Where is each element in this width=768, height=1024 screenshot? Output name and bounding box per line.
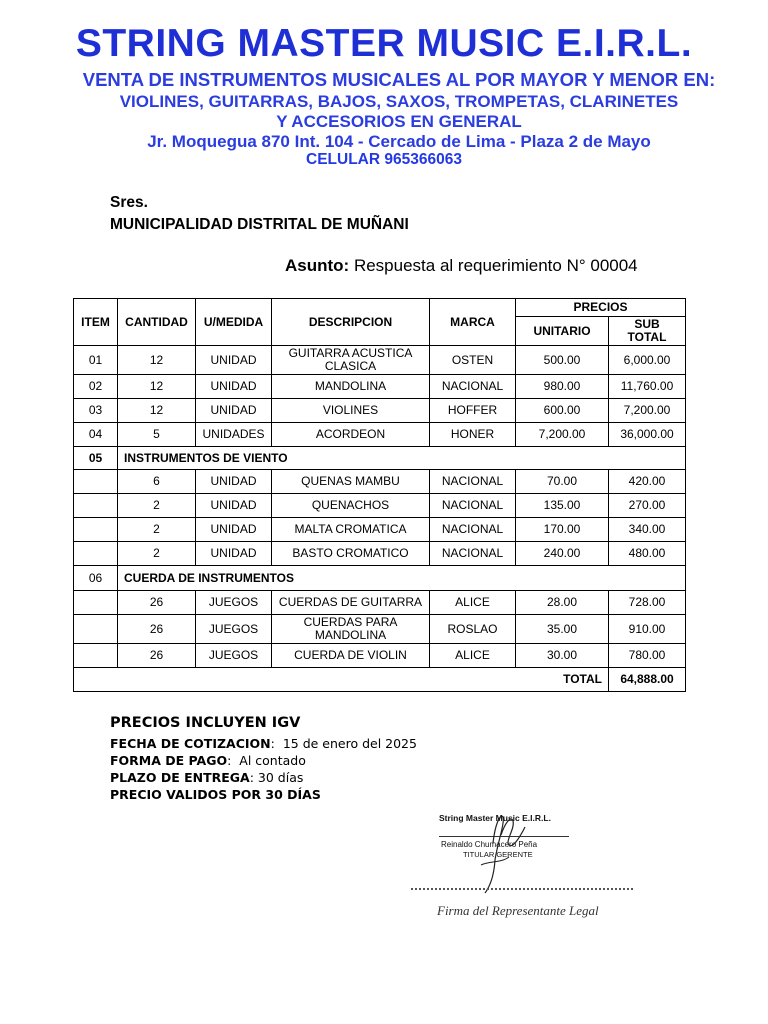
table-row: 26 JUEGOS CUERDA DE VIOLIN ALICE 30.00 780.00 — [74, 644, 686, 668]
signature-line — [411, 888, 633, 890]
stamp-person: Reinaldo Chumacero Peña — [441, 840, 538, 849]
payment-method: FORMA DE PAGO: Al contado — [110, 753, 306, 768]
table-row: 01 12 UNIDAD GUITARRA ACUSTICA CLASICA OSTEN 500.00 6,000.00 — [74, 346, 686, 375]
handwritten-signature — [405, 805, 645, 895]
table-row: 2 UNIDAD QUENACHOS NACIONAL 135.00 270.00 — [74, 494, 686, 518]
signature-block — [405, 805, 645, 935]
header-marca: MARCA — [430, 299, 516, 346]
header-descripcion: DESCRIPCION — [272, 299, 430, 346]
header-precios: PRECIOS — [516, 299, 686, 317]
quote-date: FECHA DE COTIZACION: 15 de enero del 2025 — [110, 736, 417, 751]
header-cantidad: CANTIDAD — [118, 299, 196, 346]
table-row: 2 UNIDAD BASTO CROMATICO NACIONAL 240.00 480.00 — [74, 542, 686, 566]
table-row: 04 5 UNIDADES ACORDEON HONER 7,200.00 36,000.00 — [74, 423, 686, 447]
company-phone: CELULAR 965366063 — [306, 151, 462, 168]
section-title: CUERDA DE INSTRUMENTOS — [118, 566, 686, 591]
price-validity: PRECIO VALIDOS POR 30 DÍAS — [110, 787, 321, 802]
subject-text: Respuesta al requerimiento N° 00004 — [353, 256, 638, 275]
table-row: 02 12 UNIDAD MANDOLINA NACIONAL 980.00 11,760.00 — [74, 375, 686, 399]
section-row-wind: 05 INSTRUMENTOS DE VIENTO — [74, 447, 686, 470]
header-unitario: UNITARIO — [516, 317, 609, 346]
table-row: 6 UNIDAD QUENAS MAMBU NACIONAL 70.00 420.00 — [74, 470, 686, 494]
igv-note: PRECIOS INCLUYEN IGV — [110, 715, 301, 731]
company-address: Jr. Moquegua 870 Int. 104 - Cercado de Lima - Plaza 2 de Mayo — [147, 132, 651, 151]
table-row: 26 JUEGOS CUERDAS PARA MANDOLINA ROSLAO 35.00 910.00 — [74, 615, 686, 644]
signature-caption: Firma del Representante Legal — [437, 903, 599, 918]
total-label: TOTAL — [74, 668, 609, 692]
total-row — [74, 668, 686, 692]
products-line: VIOLINES, GUITARRAS, BAJOS, SAXOS, TROMPETAS, CLARINETES — [119, 92, 679, 111]
subject-label: Asunto: — [285, 256, 350, 275]
company-name: STRING MASTER MUSIC E.I.R.L. — [75, 22, 693, 65]
section-title: INSTRUMENTOS DE VIENTO — [118, 447, 686, 470]
subject-line — [285, 256, 638, 276]
quotation-table — [73, 298, 686, 692]
business-description: VENTA DE INSTRUMENTOS MUSICALES AL POR MAYOR Y MENOR EN: — [82, 69, 716, 90]
header-item: ITEM — [74, 299, 118, 346]
header-umedida: U/MEDIDA — [196, 299, 272, 346]
addressee-name: MUNICIPALIDAD DISTRITAL DE MUÑANI — [110, 216, 409, 233]
header-subtotal: SUB TOTAL — [609, 317, 686, 346]
total-value: 64,888.00 — [609, 668, 686, 692]
table-row: 2 UNIDAD MALTA CROMATICA NACIONAL 170.00 340.00 — [74, 518, 686, 542]
stamp-company: String Master Music E.I.R.L. — [439, 813, 551, 823]
stamp-role: TITULAR GERENTE — [463, 850, 533, 859]
salutation: Sres. — [110, 194, 148, 211]
delivery-time: PLAZO DE ENTREGA: 30 días — [110, 770, 304, 785]
quotation-terms — [110, 715, 417, 803]
section-row-strings: 06 CUERDA DE INSTRUMENTOS — [74, 566, 686, 591]
accessories-line: Y ACCESORIOS EN GENERAL — [276, 112, 522, 131]
table-row: 03 12 UNIDAD VIOLINES HOFFER 600.00 7,200.00 — [74, 399, 686, 423]
table-row: 26 JUEGOS CUERDAS DE GUITARRA ALICE 28.00 728.00 — [74, 591, 686, 615]
